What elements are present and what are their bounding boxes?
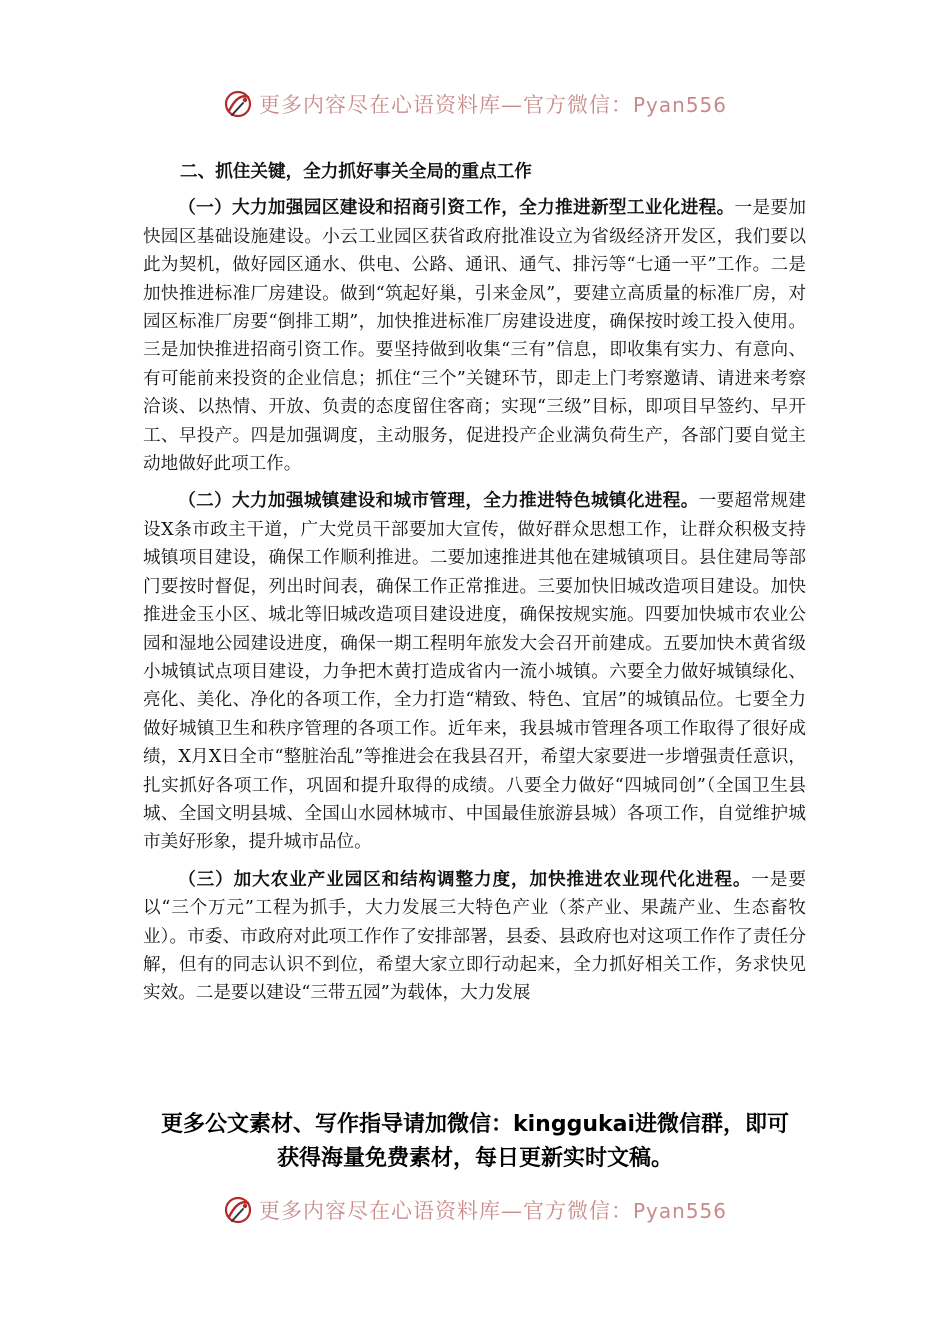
promo-notice — [0, 1108, 950, 1176]
banner-label: 更多内容尽在心语资料库—官方微信： — [258, 1199, 633, 1223]
banner-text — [259, 89, 727, 119]
section-heading: 二、抓住关键，全力抓好事关全局的重点工作 — [180, 161, 532, 182]
brand-logo-icon — [223, 1195, 253, 1225]
paragraph-1-body: 一是要加快园区基础设施建设。小云工业园区获省政府批准设立为省级经济开发区，我们要以此为契机，做好园区通水、供电、公路、通讯、通气、排污等“七通一平”工作。二是加快推进标准厂房建设。做到“筑起好巢，引来金凤”，要建立高质量的标准厂房，对园区标准厂房要“倒排工期”，加快推进标准厂房建设进度，确保按时竣工投入使用。三是加快推进招商引资工作。要坚持做到收集“三有”信息，即收集有实力、有意向、有可能前来投资的企业信息；抓住“三个”关键环节，即走上门考察邀请、请进来考察洽谈、以热情、开放、负责的态度留住客商；实现“三级”目标，即项目早签约、早开工、早投产。四是加强调度，主动服务，促进投产企业满负荷生产，各部门要自觉主动地做好此项工作。 — [143, 198, 806, 475]
promo-line-2: 获得海量免费素材，每日更新实时文稿。 — [276, 1146, 673, 1171]
promo-line-1: 更多公文素材、写作指导请加微信：kinggukai进微信群，即可 — [160, 1112, 789, 1137]
banner-wechat-id: Pyan556 — [632, 1199, 727, 1223]
banner-text — [259, 1195, 727, 1225]
paragraph-1 — [143, 194, 806, 478]
paragraph-1-lead: （一）大力加强园区建设和招商引资工作，全力推进新型工业化进程。 — [178, 197, 735, 219]
document-body — [143, 158, 806, 1017]
header-banner — [0, 84, 950, 124]
paragraph-3 — [143, 866, 806, 1008]
header-banner-inner — [223, 89, 727, 119]
banner-wechat-id: Pyan556 — [632, 93, 727, 117]
paragraph-3-body: 一是要以“三个万元”工程为抓手，大力发展三大特色产业（茶产业、果蔬产业、生态畜牧业）。市委、市政府对此项工作作了安排部署，县委、县政府也对这项工作作了责任分解，但有的同志认识不到位，希望大家立即行动起来，全力抓好相关工作，务求快见实效。二是要以建设“三带五园”为载体，大力发展 — [143, 869, 806, 1004]
paragraph-2-body: 一要超常规建设X条市政主干道，广大党员干部要加大宣传，做好群众思想工作，让群众积极支持城镇项目建设，确保工作顺利推进。二要加速推进其他在建城镇项目。县住建局等部门要按时督促，列出时间表，确保工作正常推进。三要加快旧城改造项目建设。加快推进金玉小区、城北等旧城改造项目建设进度，确保按规实施。四要加快城市农业公园和湿地公园建设进度，确保一期工程明年旅发大会召开前建成。五要加快木黄省级小城镇试点项目建设，力争把木黄打造成省内一流小城镇。六要全力做好城镇绿化、亮化、美化、净化的各项工作，全力打造“精致、特色、宜居”的城镇品位。七要全力做好城镇卫生和秩序管理的各项工作。近年来，我县城市管理各项工作取得了很好成绩，X月X日全市“整脏治乱”等推进会在我县召开，希望大家要进一步增强责任意识，扎实抓好各项工作，巩固和提升取得的成绩。八要全力做好“四城同创”（全国卫生县城、全国文明县城、全国山水园林城市、中国最佳旅游县城）各项工作，自觉维护城市美好形象，提升城市品位。 — [143, 491, 806, 853]
footer-banner-inner — [223, 1195, 727, 1225]
banner-label: 更多内容尽在心语资料库—官方微信： — [258, 93, 633, 117]
footer-banner — [0, 1190, 950, 1230]
paragraph-3-lead: （三）加大农业产业园区和结构调整力度，加快推进农业现代化进程。 — [178, 868, 752, 890]
paragraph-2 — [143, 487, 806, 856]
brand-logo-icon — [223, 89, 253, 119]
paragraph-2-lead: （二）大力加强城镇建设和城市管理，全力推进特色城镇化进程。 — [178, 490, 699, 512]
